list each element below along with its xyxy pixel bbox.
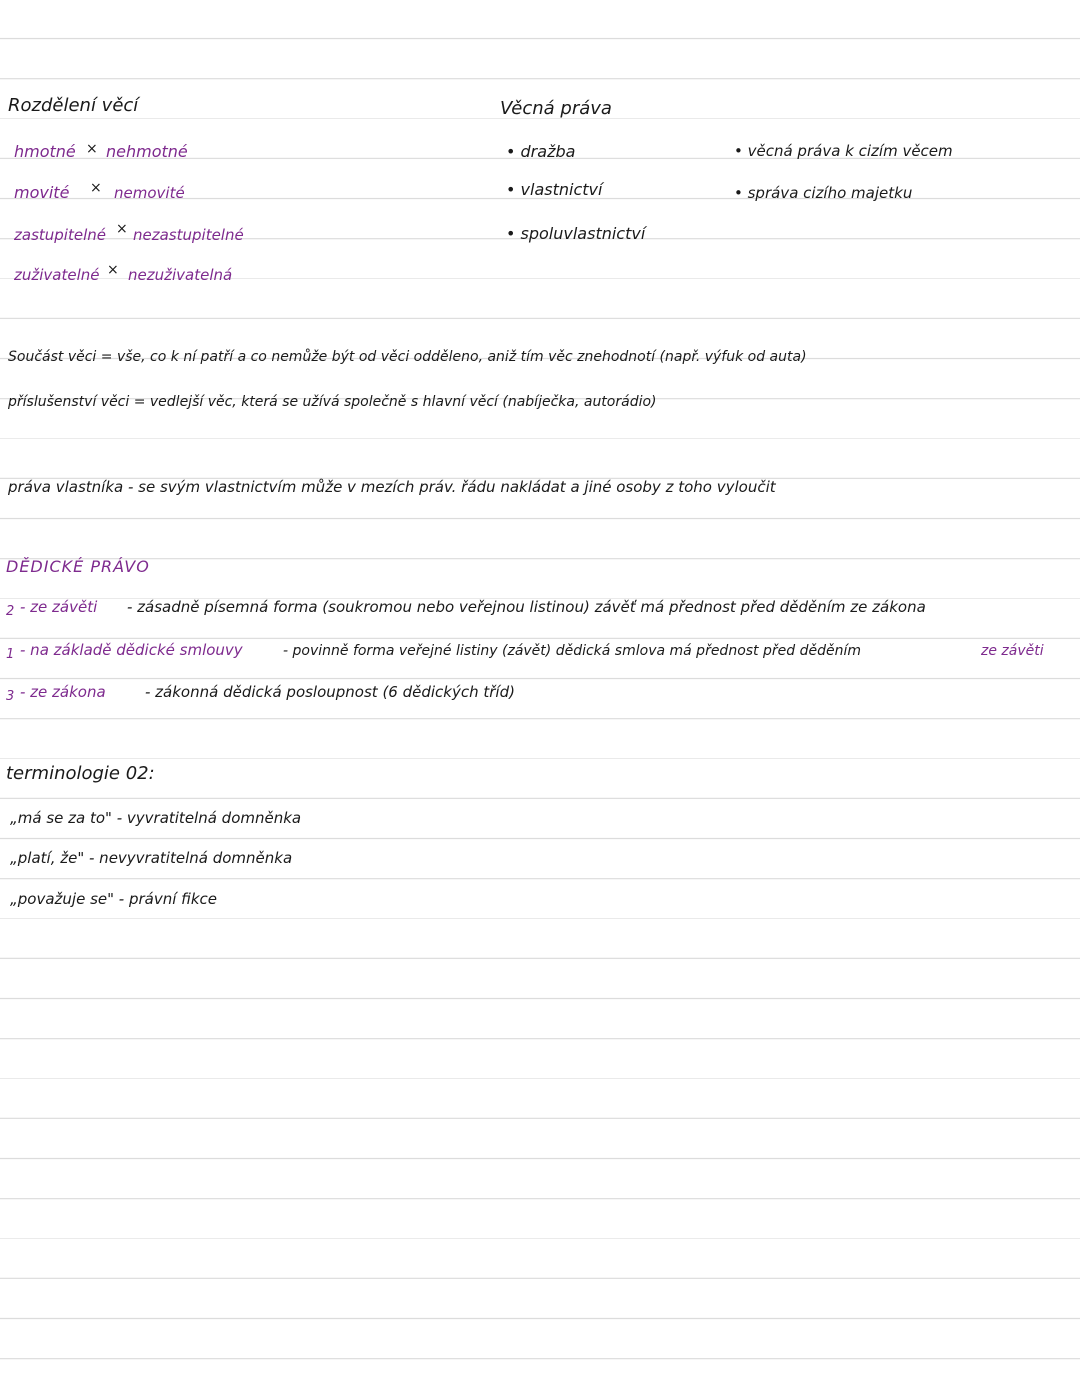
list-item: • věcná práva k cizím věcem: [734, 142, 953, 160]
item-text: - povinně forma veřejné listiny (závět) dědická smlova má přednost před děděním: [283, 643, 861, 659]
times-separator: ×: [107, 262, 119, 278]
list-item: „platí, že" - nevyvratitelná domněnka: [10, 849, 293, 867]
item-text: - zákonná dědická posloupnost (6 dědických tříd): [145, 683, 515, 701]
list-item-right: nemovité: [114, 184, 185, 202]
times-separator: ×: [90, 180, 102, 196]
list-item: „považuje se" - právní fikce: [10, 890, 218, 908]
times-separator: ×: [116, 221, 128, 237]
item-number: 1: [6, 647, 15, 662]
list-item: • dražba: [506, 142, 576, 161]
item-lead: - ze závěti: [20, 598, 98, 616]
item-number: 2: [6, 604, 15, 619]
list-item-right: nehmotné: [106, 142, 188, 161]
section-title-dedicke-pravo: DĚDICKÉ PRÁVO: [6, 557, 150, 576]
section-title-rozdeleni: Rozdělení věcí: [8, 95, 139, 116]
item-tail: ze závěti: [981, 643, 1044, 659]
list-item: • spoluvlastnictví: [506, 224, 646, 243]
list-item-right: nezuživatelná: [128, 266, 233, 284]
list-item: „má se za to" - vyvratitelná domněnka: [10, 809, 302, 827]
definition-prislusenstvi: příslušenství věci = vedlejší věc, která se užívá společně s hlavní věcí (nabíječka, autorádio): [8, 394, 657, 410]
item-lead: - ze zákona: [20, 683, 106, 701]
list-item: • správa cizího majetku: [734, 184, 913, 202]
list-item-left: movité: [14, 183, 70, 202]
list-item: • vlastnictví: [506, 180, 603, 199]
definition-soucast: Součást věci = vše, co k ní patří a co nemůže být od věci odděleno, aniž tím věc znehodnotí (např. výfuk od auta): [8, 349, 807, 365]
item-number: 3: [6, 689, 15, 704]
times-separator: ×: [86, 141, 98, 157]
section-title-terminologie: terminologie 02:: [6, 763, 155, 784]
definition-prava-vlastnika: práva vlastníka - se svým vlastnictvím může v mezích práv. řádu nakládat a jiné osoby z toho vyloučit: [8, 478, 776, 496]
item-text: - zásadně písemná forma (soukromou nebo veřejnou listinou) závěť má přednost před děděním ze zákona: [127, 598, 926, 616]
list-item-left: zastupitelné: [14, 226, 106, 244]
item-lead: - na základě dědické smlouvy: [20, 641, 243, 659]
section-title-vecna-prava: Věcná práva: [500, 98, 612, 119]
list-item-left: hmotné: [14, 142, 76, 161]
list-item-right: nezastupitelné: [133, 226, 244, 244]
list-item-left: zuživatelné: [14, 266, 100, 284]
